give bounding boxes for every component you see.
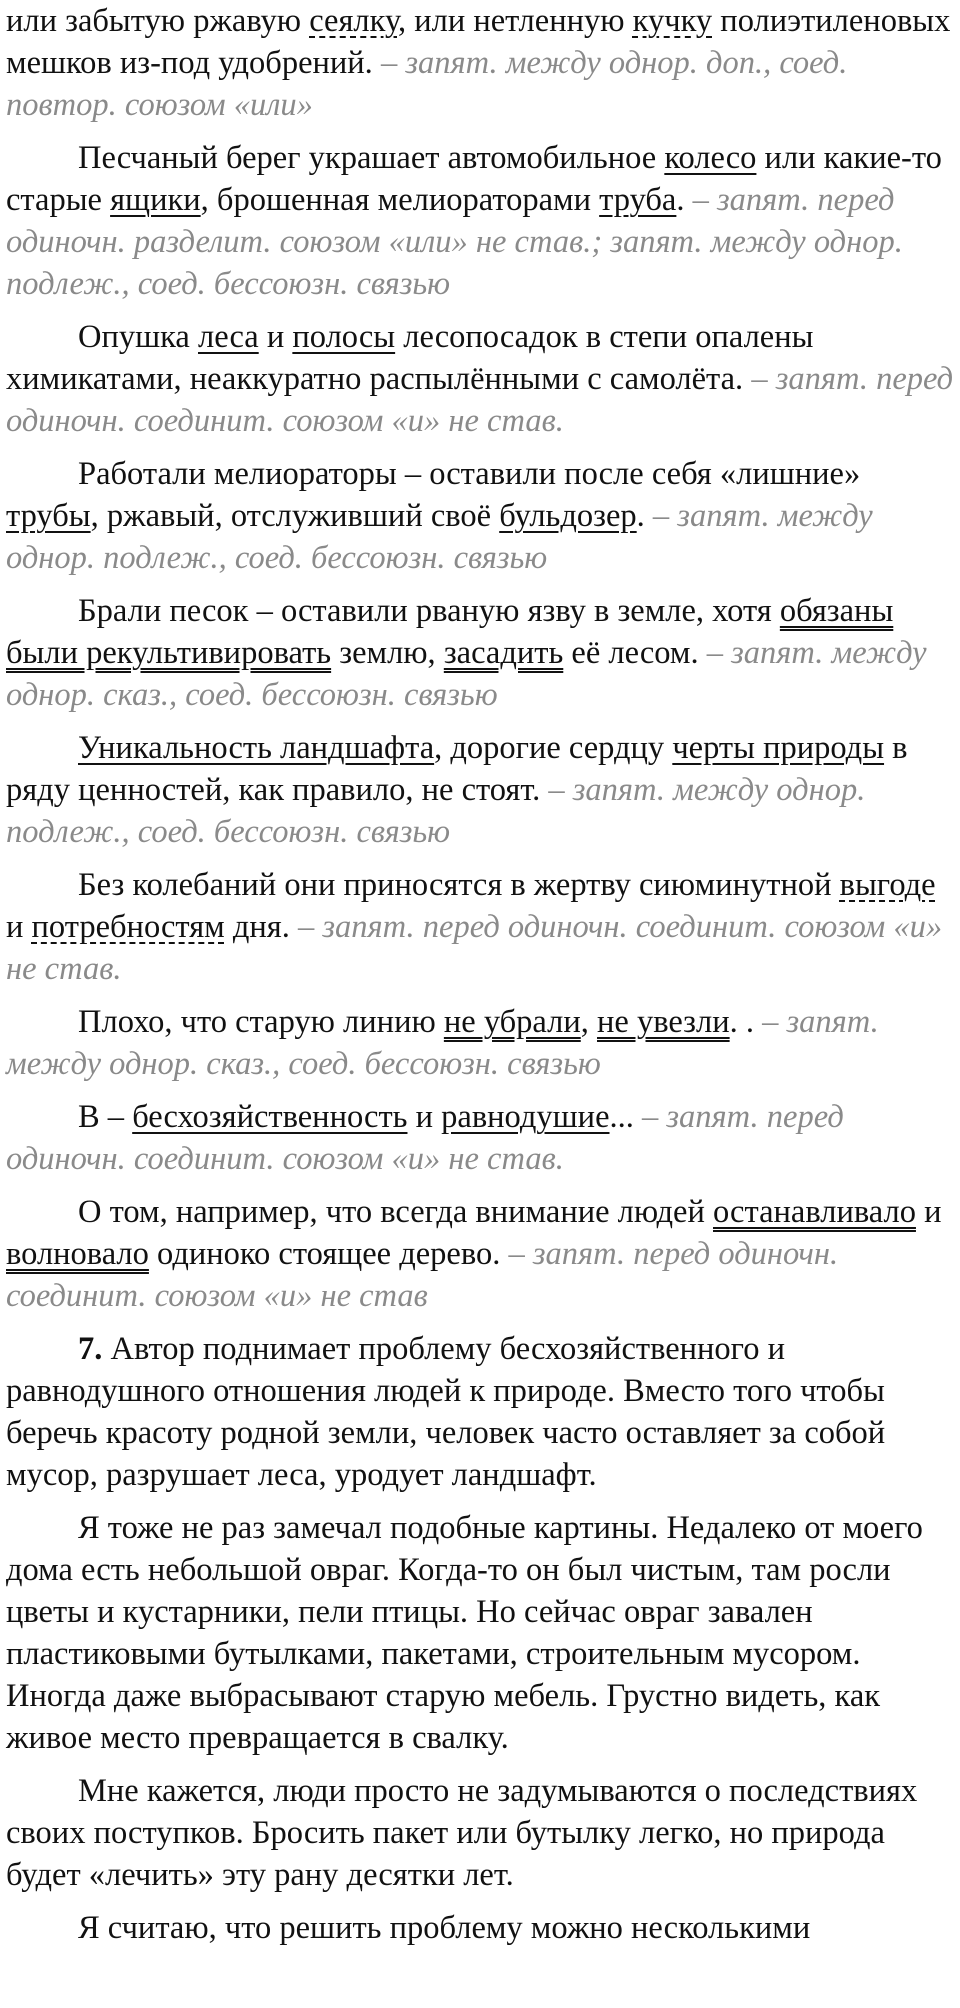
underlined-word: Уникальность ландшафта	[78, 730, 435, 766]
underlined-word: ящики	[110, 182, 201, 218]
text: землю,	[331, 635, 444, 671]
underlined-word: равнодушие	[441, 1099, 610, 1135]
text: дня.	[224, 909, 298, 945]
text: в ряду ценностей, как правило, не стоят.	[6, 730, 908, 808]
predicate-underline: останавливало	[713, 1194, 916, 1230]
punctuation-note: – запят. перед одиночн. соединит. союзом «и» не став	[6, 1236, 839, 1314]
text: Плохо, что старую линию	[78, 1004, 444, 1040]
paragraph-4	[6, 453, 954, 579]
punctuation-note: – запят. между однор. подлеж., соед. бессоюзн. связью	[6, 772, 866, 850]
underlined-word: сеялку	[309, 3, 398, 39]
text: О том, например, что всегда внимание людей	[78, 1194, 713, 1230]
text: , дорогие сердцу	[434, 730, 673, 766]
punctuation-note: – запят. перед одиночн. соединит. союзом «и» не став.	[6, 1099, 844, 1177]
predicate-underline: засадить	[443, 635, 564, 671]
text: В –	[78, 1099, 133, 1135]
text: Мне кажется, люди просто не задумываются о последствиях своих поступков. Бросить пакет или бутылку легко, но природа будет «лечить» эту рану десятки лет.	[6, 1773, 918, 1893]
text: ,	[580, 1004, 597, 1040]
paragraph-11	[6, 1328, 954, 1496]
document-body	[6, 0, 954, 1960]
text: Автор поднимает проблему бесхозяйственного и равнодушного отношения людей к природе. Вместо того чтобы беречь красоту родной земли, человек часто оставляет за собой мусор, разрушает леса, уродует ландшафт.	[6, 1331, 886, 1493]
underlined-word: черты природы	[672, 730, 885, 766]
punctuation-note: – запят. между однор. подлеж., соед. бессоюзн. связью	[6, 498, 873, 576]
predicate-underline: не убрали	[443, 1004, 581, 1040]
predicate-underline: обязаны были рекультивировать	[6, 593, 894, 671]
text: ...	[609, 1099, 642, 1135]
text: Опушка	[78, 319, 198, 355]
underlined-word: кучку	[632, 3, 713, 39]
underlined-word: трубы	[6, 498, 91, 534]
text: и	[258, 319, 293, 355]
punctuation-note: – запят. перед одиночн. соединит. союзом «и» не став.	[6, 909, 943, 987]
paragraph-13	[6, 1770, 954, 1896]
text: Песчаный берег украшает автомобильное	[78, 140, 665, 176]
text: Я тоже не раз замечал подобные картины. Недалеко от моего дома есть небольшой овраг. Когда-то он был чистым, там росли цветы и кустарники, пели птицы. Но сейчас овраг завален пластиковыми бутылками, пакетами, строительным мусором. Иногда даже выбрасывают старую мебель. Грустно видеть, как живое место превращается в свалку.	[6, 1510, 923, 1756]
predicate-underline: волновало	[6, 1236, 149, 1272]
text: Работали мелиораторы – оставили после себя «лишние»	[78, 456, 861, 492]
paragraph-8	[6, 1001, 954, 1085]
text: или забытую ржавую	[6, 3, 310, 39]
text: .	[636, 498, 653, 534]
punctuation-note: – запят. перед одиночн. разделит. союзом «или» не став.; запят. между однор. подлеж., соед. бессоюзн. связью	[6, 182, 903, 302]
text: лесопосадок в степи опалены химикатами, неаккуратно распылёнными с самолёта.	[6, 319, 814, 397]
text: одиноко стоящее дерево.	[148, 1236, 509, 1272]
text: . .	[729, 1004, 763, 1040]
paragraph-14	[6, 1907, 954, 1949]
text: Брали песок – оставили рваную язву в земле, хотя	[78, 593, 780, 629]
underlined-word: бесхозяйственность	[132, 1099, 408, 1135]
text: и	[6, 909, 32, 945]
text: или какие-то старые	[6, 140, 942, 218]
text: , или нетленную	[397, 3, 633, 39]
task-number: 7.	[78, 1331, 103, 1367]
paragraph-2	[6, 137, 954, 305]
punctuation-note: – запят. между однор. сказ., соед. бессоюзн. связью	[6, 635, 927, 713]
paragraph-10	[6, 1191, 954, 1317]
text: полиэтиленовых мешков из-под удобрений.	[6, 3, 951, 81]
underlined-word: полосы	[292, 319, 396, 355]
paragraph-9	[6, 1096, 954, 1180]
underlined-word: потребностям	[31, 909, 225, 945]
text: и	[915, 1194, 942, 1230]
text: , ржавый, отслуживший своё	[90, 498, 500, 534]
paragraph-12	[6, 1507, 954, 1759]
underlined-word: бульдозер	[499, 498, 637, 534]
punctuation-note: – запят. перед одиночн. соединит. союзом «и» не став.	[6, 361, 954, 439]
text: .	[676, 182, 693, 218]
punctuation-note: – запят. между однор. доп., соед. повтор. союзом «или»	[6, 45, 848, 123]
paragraph-3	[6, 316, 954, 442]
underlined-word: колесо	[664, 140, 757, 176]
predicate-underline: не увезли	[597, 1004, 730, 1040]
underlined-word: выгоде	[839, 867, 936, 903]
underlined-word: труба	[599, 182, 677, 218]
paragraph-5	[6, 590, 954, 716]
paragraph-6	[6, 727, 954, 853]
text: её лесом.	[563, 635, 707, 671]
paragraph-7	[6, 864, 954, 990]
underlined-word: леса	[198, 319, 259, 355]
text: Я считаю, что решить проблему можно несколькими	[78, 1910, 811, 1946]
punctuation-note: – запят. между однор. сказ., соед. бессоюзн. связью	[6, 1004, 879, 1082]
text: Без колебаний они приносятся в жертву сиюминутной	[78, 867, 840, 903]
paragraph-1	[6, 0, 954, 126]
text: и	[407, 1099, 442, 1135]
text: , брошенная мелиораторами	[200, 182, 600, 218]
